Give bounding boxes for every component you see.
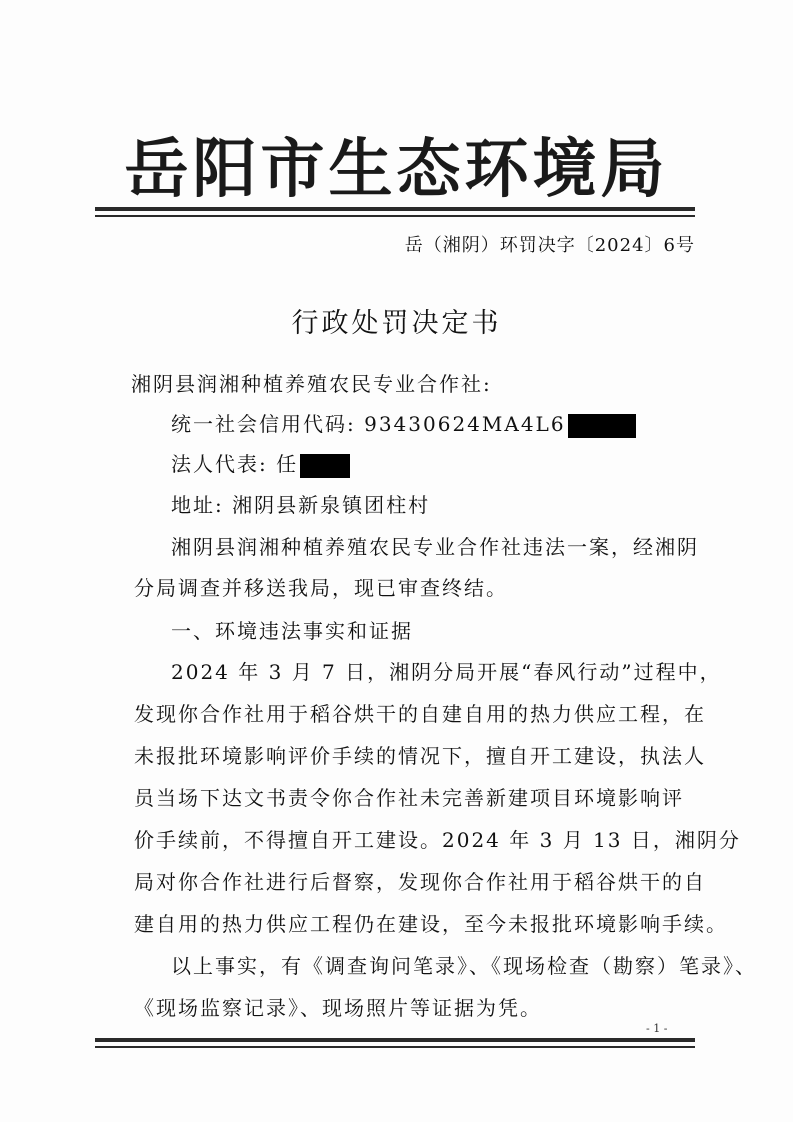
intro-line-2: 分局调查并移送我局，现已审查终结。 [134,576,508,600]
organization-header: 岳阳市生态环境局 [124,132,669,207]
credit-code-value: 93430624MA4L6 [364,412,566,436]
credit-code-row [171,410,636,438]
redaction-bar [568,414,636,438]
fact-line: 发现你合作社用于稻谷烘干的自建自用的热力供应工程，在 [134,702,706,726]
footer-rule-thick [95,1038,695,1042]
document-title: 行政处罚决定书 [291,308,502,339]
fact-line: 员当场下达文书责令你合作社未完善新建项目环境影响评 [134,786,684,810]
address-label: 地址: [171,493,224,517]
section-heading: 一、环境违法事实和证据 [171,619,413,643]
evidence-line-1: 以上事实，有《调查询问笔录》、《现场检查（勘察）笔录》、 [171,954,757,978]
footer-rule-thin [95,1046,695,1048]
credit-code-label: 统一社会信用代码: [171,412,356,436]
fact-line: 建自用的热力供应工程仍在建设，至今未报批环境影响手续。 [134,912,728,936]
header-rule-thick [95,207,695,211]
address-row [171,491,430,519]
address-value: 湘阴县新泉镇团柱村 [232,493,431,517]
legal-rep-label: 法人代表: [171,452,268,476]
evidence-line-2: 《现场监察记录》、现场照片等证据为凭。 [134,996,542,1020]
intro-line-1: 湘阴县润湘种植养殖农民专业合作社违法一案，经湘阴 [171,535,699,559]
document-number: 岳（湘阴）环罚决字〔2024〕6号 [404,235,695,256]
page-number: - 1 - [646,1022,668,1035]
fact-line: 价手续前，不得擅自开工建设。2024 年 3 月 13 日，湘阴分 [134,828,741,852]
header-rule-thin [95,215,695,217]
fact-line: 2024 年 3 月 7 日，湘阴分局开展“春风行动”过程中， [171,660,722,684]
redaction-bar [300,454,350,478]
legal-rep-row [171,450,350,478]
legal-rep-value: 任 [276,452,299,476]
fact-line: 未报批环境影响评价手续的情况下，擅自开工建设，执法人 [134,744,706,768]
fact-line: 局对你合作社进行后督察，发现你合作社用于稻谷烘干的自 [134,870,706,894]
recipient-name: 湘阴县润湘种植养殖农民专业合作社: [131,372,492,396]
